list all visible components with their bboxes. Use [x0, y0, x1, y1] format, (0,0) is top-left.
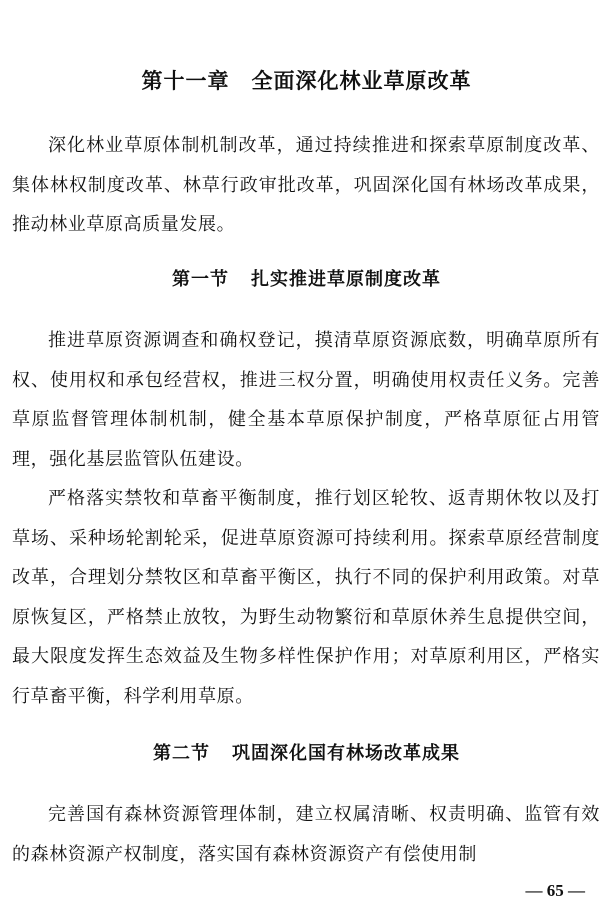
chapter-heading — [0, 66, 613, 96]
section-2-title: 巩固深化国有林场改革成果 — [232, 743, 460, 764]
chapter-title: 全面深化林业草原改革 — [251, 68, 472, 93]
section-1-heading — [0, 266, 613, 294]
section-2-paragraph-1: 完善国有森林资源管理体制，建立权属清晰、权责明确、监管有效的森林资源产权制度，落实国有森林资源资产有偿使用制 — [12, 804, 600, 865]
section-2-number: 第二节 — [153, 743, 210, 764]
section-2-heading — [0, 740, 613, 768]
chapter-number: 第十一章 — [141, 68, 230, 93]
page-number: — 65 — — [525, 881, 585, 900]
intro-paragraph: 深化林业草原体制机制改革，通过持续推进和探索草原制度改革、集体林权制度改革、林草行政审批改革，巩固深化国有林场改革成果，推动林业草原高质量发展。 — [12, 135, 600, 235]
section-1-paragraph-1: 推进草原资源调查和确权登记，摸清草原资源底数，明确草原所有权、使用权和承包经营权，推进三权分置，明确使用权责任义务。完善草原监督管理体制机制，健全基本草原保护制度，严格草原征占用管理，强化基层监管队伍建设。 — [12, 330, 600, 470]
section-1-title: 扎实推进草原制度改革 — [251, 269, 441, 290]
section-1-paragraph-2: 严格落实禁牧和草畜平衡制度，推行划区轮牧、返青期休牧以及打草场、采种场轮割轮采，促进草原资源可持续利用。探索草原经营制度改革，合理划分禁牧区和草畜平衡区，执行不同的保护利用政策。对草原恢复区，严格禁止放牧，为野生动物繁衍和草原休养生息提供空间，最大限度发挥生态效益及生物多样性保护作用；对草原利用区，严格实行草畜平衡，科学利用草原。 — [12, 488, 600, 707]
section-1-number: 第一节 — [172, 269, 229, 290]
